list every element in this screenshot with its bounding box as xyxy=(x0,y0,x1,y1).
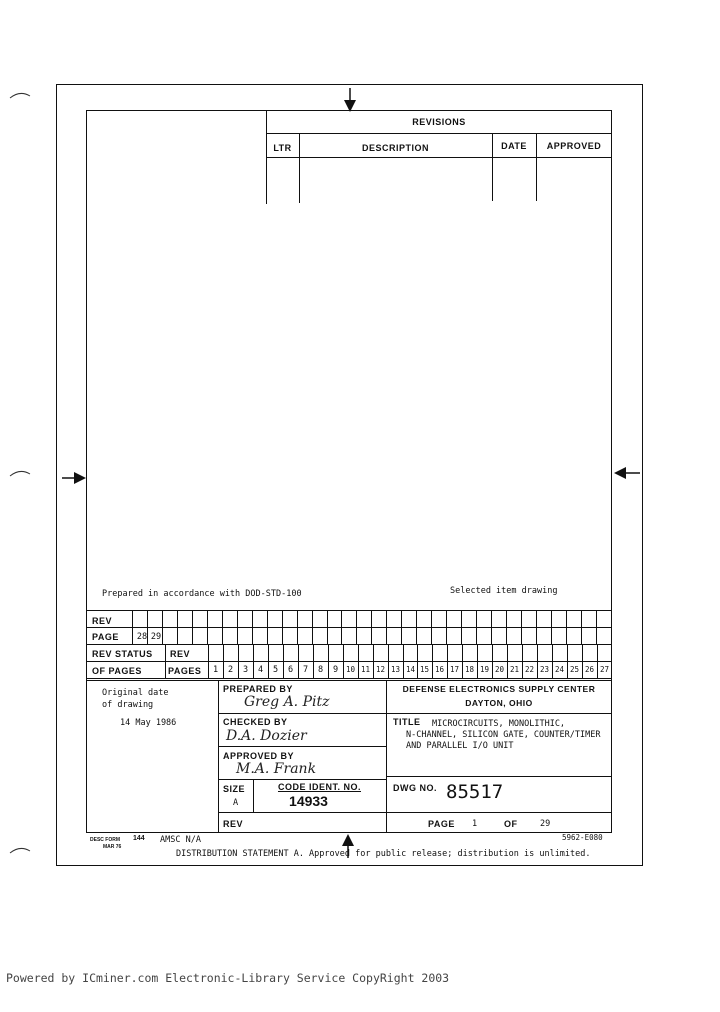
desc-form-number: 144 xyxy=(133,835,145,842)
grid-line xyxy=(132,610,133,644)
checked-by-label: CHECKED BY xyxy=(223,717,288,727)
grid-line xyxy=(431,610,432,644)
grid-line xyxy=(177,610,178,644)
grid-line xyxy=(476,610,477,644)
grid-line xyxy=(521,610,522,644)
grid-line xyxy=(446,610,447,644)
rev-field-label: REV xyxy=(223,819,244,829)
agency-location: DAYTON, OHIO xyxy=(465,698,533,708)
original-date-value: 14 May 1986 xyxy=(120,718,177,728)
desc-form-date: MAR 76 xyxy=(103,844,122,850)
title-line-2: N-CHANNEL, SILICON GATE, COUNTER/TIMER xyxy=(406,730,601,740)
revisions-divider xyxy=(266,133,612,134)
fsc-code: 5962-E080 xyxy=(562,833,603,842)
code-ident-label: CODE IDENT. NO. xyxy=(277,782,361,792)
page-number: 17 xyxy=(449,665,460,674)
title-block-line xyxy=(386,776,612,777)
page-number: 18 xyxy=(464,665,475,674)
grid-line xyxy=(222,610,223,644)
amsc-note: AMSC N/A xyxy=(160,835,201,845)
grid-line xyxy=(401,610,402,644)
grid-line xyxy=(596,610,597,644)
grid-line xyxy=(327,610,328,644)
page-number: 19 xyxy=(479,665,490,674)
revisions-header-date: DATE xyxy=(501,141,527,151)
grid-line xyxy=(536,610,537,644)
page-number: 4 xyxy=(257,665,264,675)
page-number: 13 xyxy=(390,665,401,674)
page-field-label: PAGE xyxy=(428,819,455,829)
grid-line xyxy=(86,678,612,679)
pages-label: PAGES xyxy=(168,666,202,676)
page-number: 16 xyxy=(434,665,445,674)
grid-line xyxy=(207,610,208,644)
right-arrow-icon xyxy=(612,463,642,483)
grid-line xyxy=(297,610,298,644)
grid-line xyxy=(566,610,567,644)
code-ident-value: 14933 xyxy=(289,793,328,809)
revisions-header-approved: APPROVED xyxy=(546,141,602,151)
page-value: 29 xyxy=(150,632,162,642)
title-block-line xyxy=(218,779,386,780)
revisions-header-description: DESCRIPTION xyxy=(361,143,429,153)
grid-line xyxy=(551,610,552,644)
page-number: 3 xyxy=(242,665,249,675)
title-block-top xyxy=(86,680,612,681)
page-number: 21 xyxy=(509,665,520,674)
grid-line xyxy=(237,610,238,644)
page-number: 6 xyxy=(287,665,294,675)
distribution-statement: DISTRIBUTION STATEMENT A. Approved for public release; distribution is unlimited. xyxy=(176,849,591,859)
checked-by-signature: D.A. Dozier xyxy=(226,728,307,744)
approved-by-signature: M.A. Frank xyxy=(236,761,317,777)
page-number: 23 xyxy=(539,665,550,674)
page-number: 20 xyxy=(494,665,505,674)
page-number: 7 xyxy=(302,665,309,675)
page-number: 10 xyxy=(345,665,356,674)
grid-line xyxy=(461,610,462,644)
dwg-no-value: 85517 xyxy=(446,781,504,803)
margin-mark-icon xyxy=(8,845,32,855)
original-date-label: Original date xyxy=(102,688,169,698)
page-number: 15 xyxy=(419,665,430,674)
of-field-value: 29 xyxy=(540,819,551,829)
page-value: 28 xyxy=(136,632,148,642)
grid-line xyxy=(581,610,582,644)
revisions-title: REVISIONS xyxy=(412,117,466,127)
page-number: 25 xyxy=(569,665,580,674)
original-date-label-2: of drawing xyxy=(102,700,154,710)
of-field-label: OF xyxy=(504,819,518,829)
page-number: 9 xyxy=(332,665,339,675)
top-arrow-icon xyxy=(340,86,360,114)
grid-line xyxy=(491,610,492,644)
watermark-text: Powered by ICminer.com Electronic-Library Service CopyRight 2003 xyxy=(6,971,450,985)
agency-name: DEFENSE ELECTRONICS SUPPLY CENTER xyxy=(402,684,596,694)
prepared-by-label: PREPARED BY xyxy=(223,684,293,694)
page-number: 5 xyxy=(272,665,279,675)
page-number: 22 xyxy=(524,665,535,674)
of-pages-label: OF PAGES xyxy=(92,666,142,676)
title-block-line xyxy=(218,680,219,833)
page-number: 24 xyxy=(554,665,565,674)
rev-status-label: REV STATUS xyxy=(92,649,153,659)
grid-line xyxy=(386,610,387,644)
title-line-1: MICROCIRCUITS, MONOLITHIC, xyxy=(432,719,566,729)
page-label: PAGE xyxy=(92,632,119,642)
title-label: TITLE xyxy=(393,717,421,727)
page-field-value: 1 xyxy=(472,819,478,829)
margin-mark-icon xyxy=(8,468,32,478)
prepared-by-signature: Greg A. Pitz xyxy=(244,694,330,710)
desc-form-label: DESC FORM xyxy=(90,837,120,843)
grid-line xyxy=(86,610,612,611)
rev-label: REV xyxy=(92,616,113,626)
grid-line xyxy=(371,610,372,644)
left-arrow-icon xyxy=(60,468,88,488)
page-number: 14 xyxy=(405,665,416,674)
title-block-line xyxy=(218,812,612,813)
grid-line xyxy=(267,610,268,644)
grid-line xyxy=(506,610,507,644)
grid-line xyxy=(356,610,357,644)
page-number: 26 xyxy=(584,665,595,674)
size-value: A xyxy=(233,798,239,808)
grid-line xyxy=(165,644,166,678)
selected-item-note: Selected item drawing xyxy=(450,586,558,596)
page-number: 12 xyxy=(375,665,386,674)
revisions-header-ltr: LTR xyxy=(273,143,292,153)
size-label: SIZE xyxy=(223,784,246,794)
grid-line xyxy=(192,610,193,644)
page-number: 2 xyxy=(227,665,234,675)
page-number: 27 xyxy=(599,665,610,674)
approved-by-label: APPROVED BY xyxy=(223,751,295,761)
title-block-line xyxy=(218,746,386,747)
grid-line xyxy=(86,627,612,628)
page-number: 1 xyxy=(212,665,219,675)
title-block-line xyxy=(218,713,612,714)
prepared-in-accordance-note: Prepared in accordance with DOD-STD-100 xyxy=(102,589,302,599)
grid-line xyxy=(312,610,313,644)
rev-status-rev-label: REV xyxy=(170,649,191,659)
title-line-3: AND PARALLEL I/O UNIT xyxy=(406,741,514,751)
grid-line xyxy=(282,610,283,644)
margin-mark-icon xyxy=(8,90,32,100)
page-number: 11 xyxy=(360,665,371,674)
grid-line xyxy=(252,610,253,644)
page-number: 8 xyxy=(317,665,324,675)
grid-line xyxy=(341,610,342,644)
grid-line xyxy=(416,610,417,644)
dwg-no-label: DWG NO. xyxy=(393,783,437,793)
revisions-divider xyxy=(266,157,612,158)
